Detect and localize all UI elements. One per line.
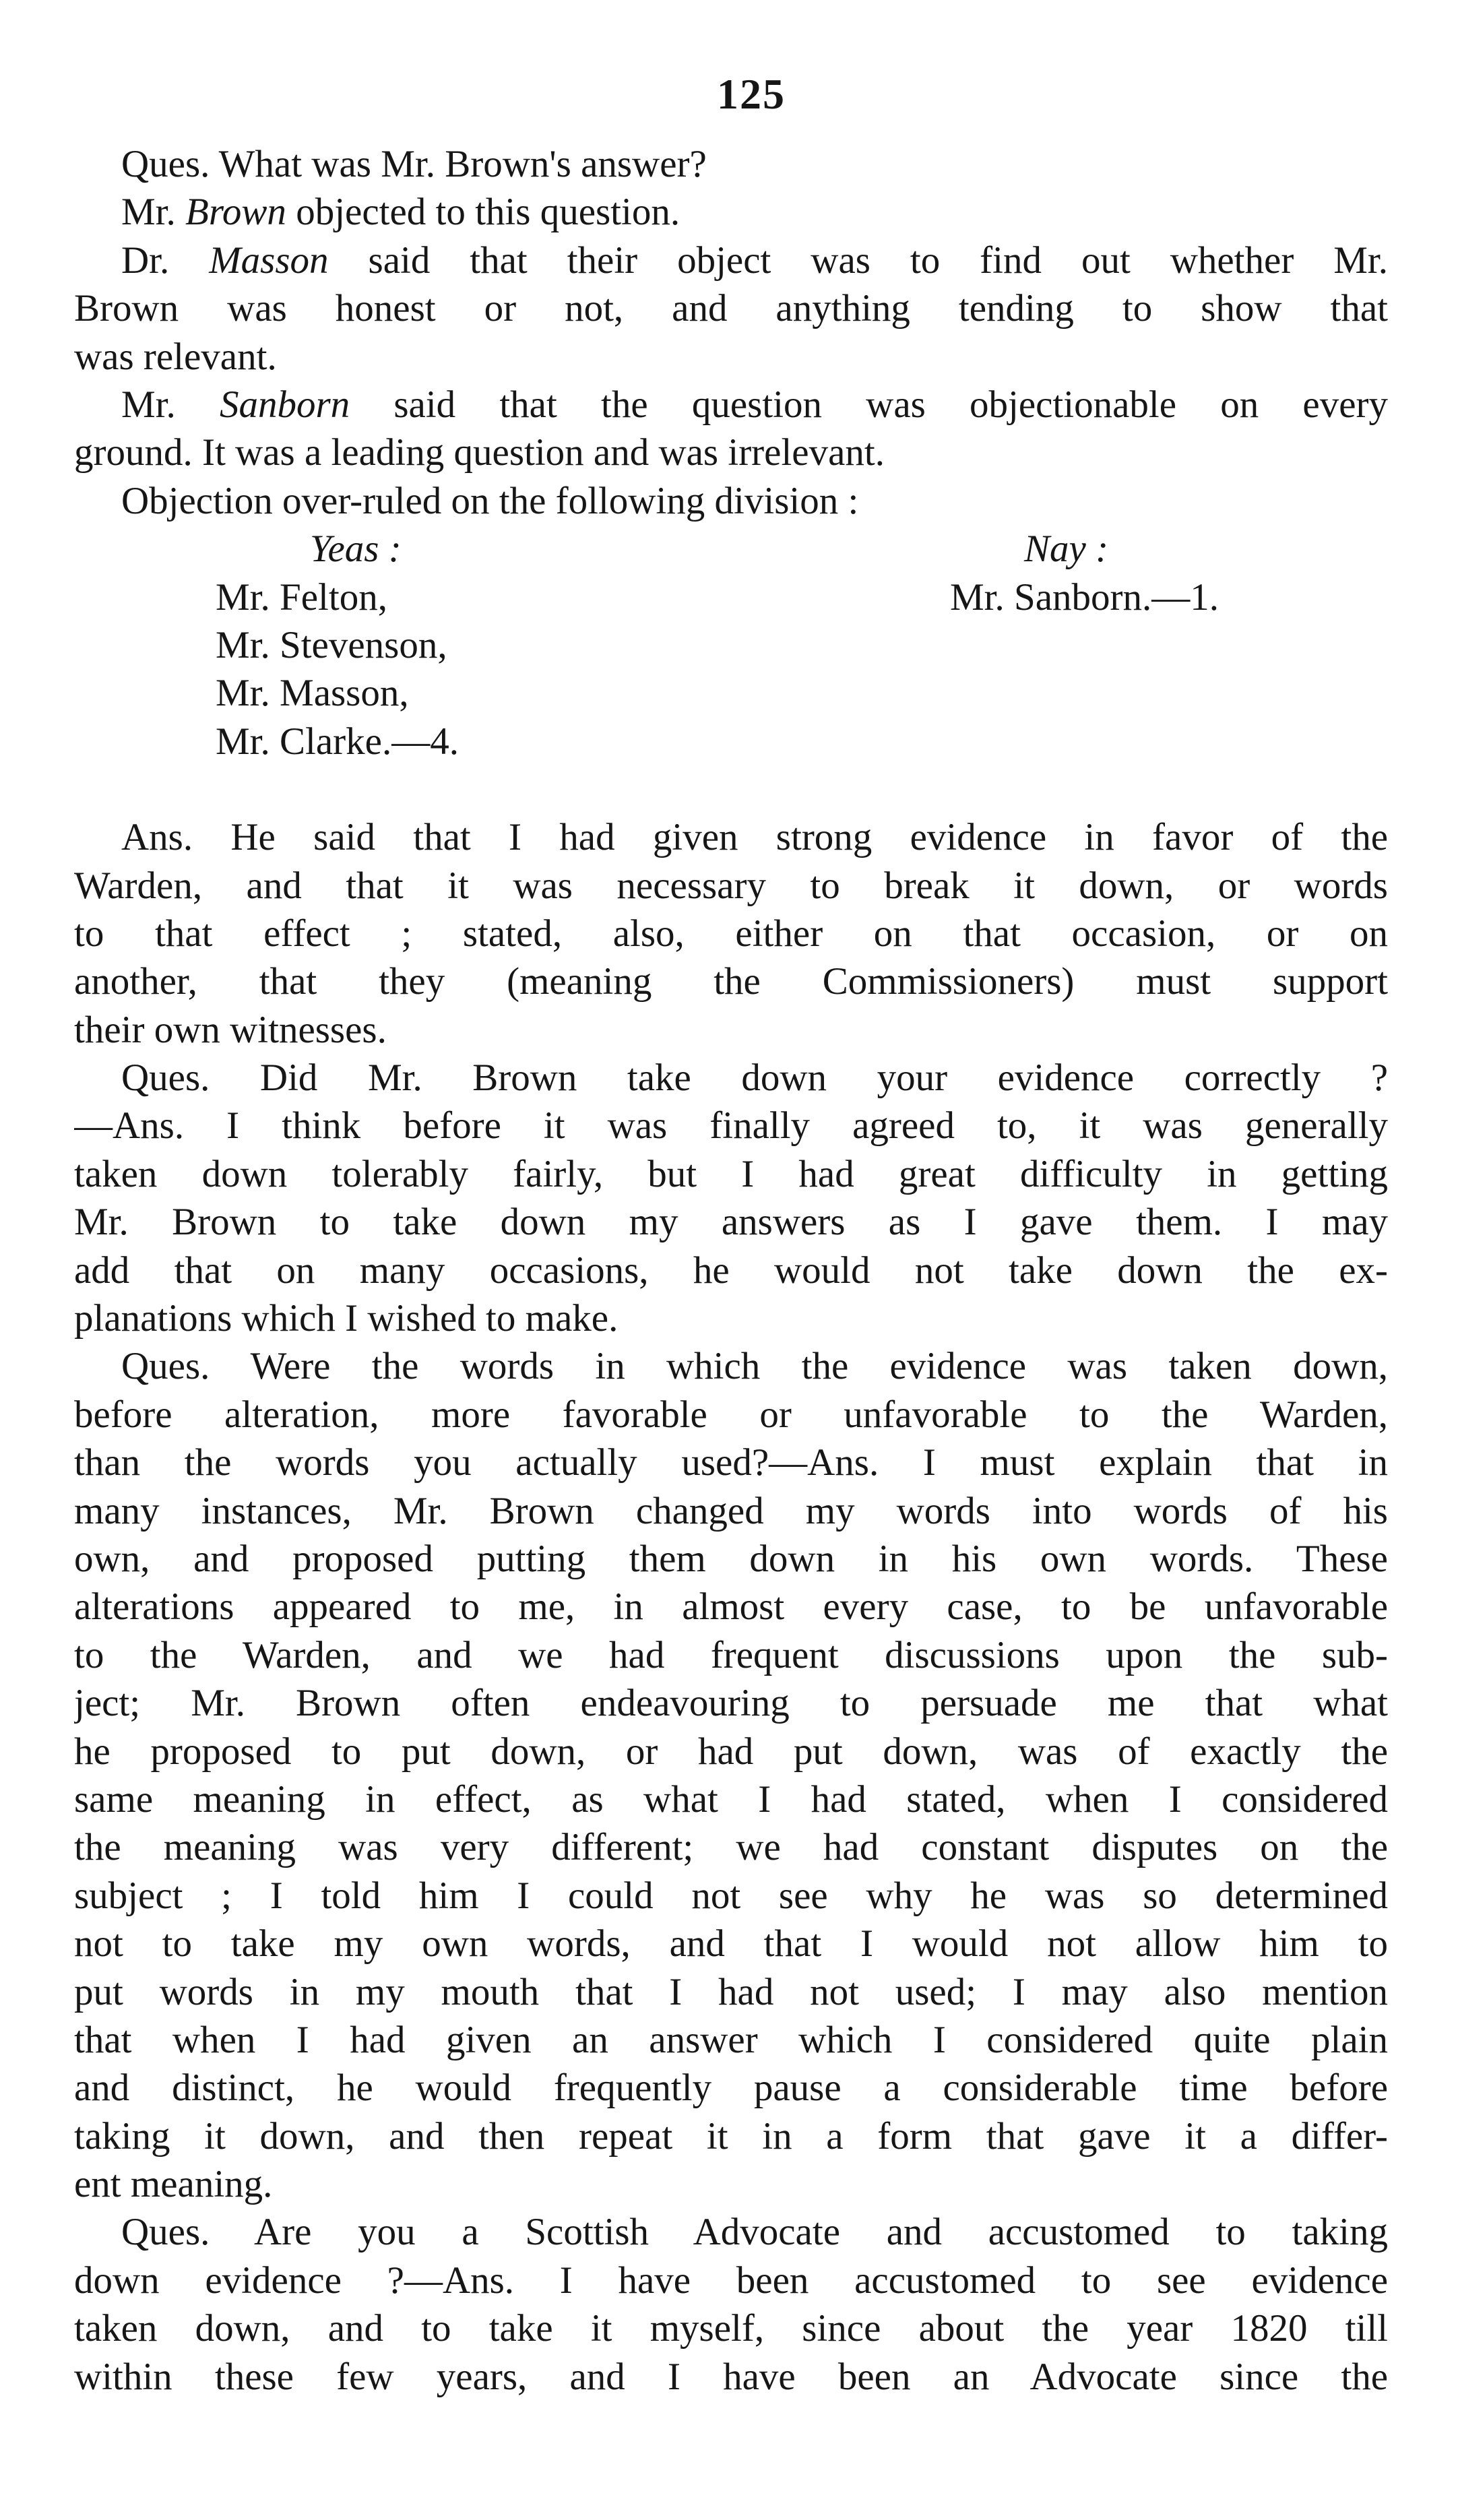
text-line: the meaning was very different; we had constant disputes on the xyxy=(74,1826,1388,1869)
text-line: Ans. He said that I had given strong evidence in favor of the xyxy=(121,816,1388,859)
text-fragment: said that the question was objectionable on every xyxy=(393,383,1388,426)
text-fragment: Dr. xyxy=(121,239,170,282)
text-line: —Ans. I think before it was finally agreed to, it was generally xyxy=(74,1104,1388,1147)
text-line: another, that they (meaning the Commissioners) must support xyxy=(74,960,1388,1003)
text-line: many instances, Mr. Brown changed my words into words of his xyxy=(74,1489,1388,1532)
text-line: Ques. Were the words in which the evidence was taken down, xyxy=(121,1345,1388,1388)
yea-voter: Mr. Felton, xyxy=(216,575,387,619)
text-line: Ques. Did Mr. Brown take down your evidence correctly ? xyxy=(121,1057,1388,1100)
text-line: same meaning in effect, as what I had stated, when I considered xyxy=(74,1777,1388,1821)
text-fragment: objected to this question. xyxy=(296,191,680,234)
speaker-name: Masson xyxy=(209,239,329,282)
text-line: add that on many occasions, he would not take down the ex- xyxy=(74,1249,1388,1292)
nays-column xyxy=(950,525,1219,621)
division-vote-table xyxy=(74,525,1388,813)
text-line: ent meaning. xyxy=(74,2163,273,2206)
text-fragment: Mr. xyxy=(121,383,176,426)
yea-voter: Mr. Masson, xyxy=(216,672,409,715)
text-line xyxy=(74,237,1388,284)
text-line: taking it down, and then repeat it in a form that gave it a differ- xyxy=(74,2114,1388,2157)
text-line: to that effect ; stated, also, either on that occasion, or on xyxy=(74,912,1388,955)
text-line: Warden, and that it was necessary to break it down, or words xyxy=(74,864,1388,907)
text-line: Ques. Are you a Scottish Advocate and accustomed to taking xyxy=(121,2211,1388,2254)
text-line: within these few years, and I have been an Advocate since the xyxy=(74,2355,1388,2398)
text-fragment: said that their object was to find out whether Mr. xyxy=(368,239,1388,282)
text-line: was relevant. xyxy=(74,335,277,378)
text-line xyxy=(74,188,1388,236)
yeas-column xyxy=(216,525,459,765)
text-line: Brown was honest or not, and anything tending to show that xyxy=(74,287,1388,330)
text-line: put words in my mouth that I had not used; I may also mention xyxy=(74,1970,1388,2013)
yea-voter: Mr. Stevenson, xyxy=(216,623,447,666)
text-line: and distinct, he would frequently pause a considerable time before xyxy=(74,2067,1388,2110)
text-line: not to take my own words, and that I would not allow him to xyxy=(74,1922,1388,1965)
text-line: subject ; I told him I could not see why he was so determined xyxy=(74,1874,1388,1917)
text-line: to the Warden, and we had frequent discussions upon the sub- xyxy=(74,1633,1388,1676)
page-number: 125 xyxy=(717,70,786,118)
yea-voter: Mr. Clarke.—4. xyxy=(216,720,459,763)
text-line: down evidence ?—Ans. I have been accustomed to see evidence xyxy=(74,2259,1388,2302)
text-fragment: Mr. xyxy=(121,191,176,234)
text-line: planations which I wished to make. xyxy=(74,1297,619,1340)
text-line: Objection over-ruled on the following division : xyxy=(121,479,859,522)
speaker-name: Brown xyxy=(185,191,286,234)
text-line: taken down, and to take it myself, since about the year 1820 till xyxy=(74,2307,1388,2350)
text-line: ject; Mr. Brown often endeavouring to persuade me that what xyxy=(74,1682,1388,1725)
text-line: than the words you actually used?—Ans. I must explain that in xyxy=(74,1441,1388,1484)
text-line: ground. It was a leading question and was irrelevant. xyxy=(74,431,885,474)
page xyxy=(74,67,1388,2401)
nay-voter: Mr. Sanborn.—1. xyxy=(950,575,1219,619)
text-line: before alteration, more favorable or unfavorable to the Warden, xyxy=(74,1393,1388,1436)
text-line: he proposed to put down, or had put down, was of exactly the xyxy=(74,1730,1388,1773)
text-line: Mr. Brown to take down my answers as I gave them. I may xyxy=(74,1201,1388,1244)
nays-header: Nay : xyxy=(1024,528,1109,571)
speaker-name: Sanborn xyxy=(219,383,350,426)
body-text xyxy=(74,140,1388,2401)
text-line: Ques. What was Mr. Brown's answer? xyxy=(121,143,707,185)
text-line: own, and proposed putting them down in his own words. These xyxy=(74,1537,1388,1580)
text-line: alterations appeared to me, in almost every case, to be unfavorable xyxy=(74,1585,1388,1629)
text-line: their own witnesses. xyxy=(74,1008,387,1051)
yeas-header: Yeas : xyxy=(310,528,402,571)
text-line: taken down tolerably fairly, but I had great difficulty in getting xyxy=(74,1152,1388,1195)
text-line: that when I had given an answer which I considered quite plain xyxy=(74,2018,1388,2061)
text-line xyxy=(74,381,1388,429)
